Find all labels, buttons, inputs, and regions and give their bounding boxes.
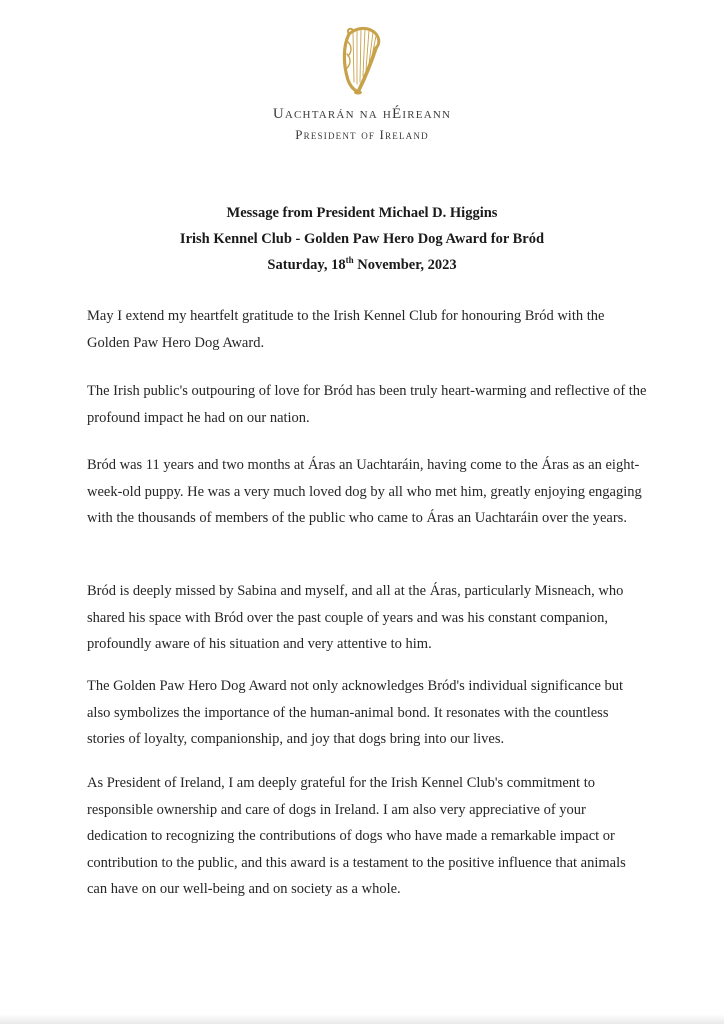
letterhead-english-title: President of Ireland (295, 127, 429, 142)
paragraph-text: May I extend my heartfelt gratitude to the Irish Kennel Club for honouring Bród with the Golden Paw Hero Dog Award. (87, 308, 605, 351)
date-day: Saturday, 18 (267, 257, 346, 273)
paragraph-missed (87, 578, 647, 658)
heading-subtitle: Irish Kennel Club - Golden Paw Hero Dog Award for Bród (179, 231, 545, 247)
paragraph-text: The Golden Paw Hero Dog Award not only acknowledges Bród's individual significance but also symbolizes the importance of the human-animal bond. It resonates with the countless stories of loyalty, companionship, and joy that dogs bring into our lives. (87, 678, 624, 747)
message-heading (0, 200, 724, 278)
page-edge (0, 1014, 724, 1024)
paragraph-closing (87, 770, 647, 903)
heading-date (0, 252, 724, 278)
paragraph-award-significance (87, 673, 647, 753)
paragraph-brod-history (87, 452, 647, 532)
paragraph-public-love (87, 378, 647, 431)
letterhead-irish-title: Uachtarán na hÉireann (272, 106, 452, 122)
paragraph-text: Bród was 11 years and two months at Áras an Uachtaráin, having come to the Áras as an eight-week-old puppy. He was a very much loved dog by all who met him, greatly enjoying engaging with the thousands of members of the public who came to Áras an Uachtaráin over the years. (87, 457, 642, 526)
paragraph-text: As President of Ireland, I am deeply grateful for the Irish Kennel Club's commitment to responsible ownership and care of dogs in Ireland. I am also very appreciative of your dedication to recognizing the contributions of dogs who have made a remarkable impact or contribution to the public, and this award is a testament to the positive influence that animals can have on our well-being and on society as a whole. (87, 775, 626, 897)
heading-title: Message from President Michael D. Higgins (226, 205, 498, 221)
date-ordinal: th (345, 255, 354, 266)
paragraph-text: Bród is deeply missed by Sabina and myself, and all at the Áras, particularly Misneach, who shared his space with Bród over the past couple of years and was his constant companion, profoundly aware of his situation and very attentive to him. (87, 583, 624, 652)
date-month-year: November, 2023 (353, 257, 457, 273)
letterhead (0, 104, 724, 145)
paragraph-text: The Irish public's outpouring of love for Bród has been truly heart-warming and reflective of the profound impact he had on our nation. (87, 383, 647, 426)
paragraph-gratitude (87, 303, 647, 356)
harp-icon (334, 24, 388, 96)
